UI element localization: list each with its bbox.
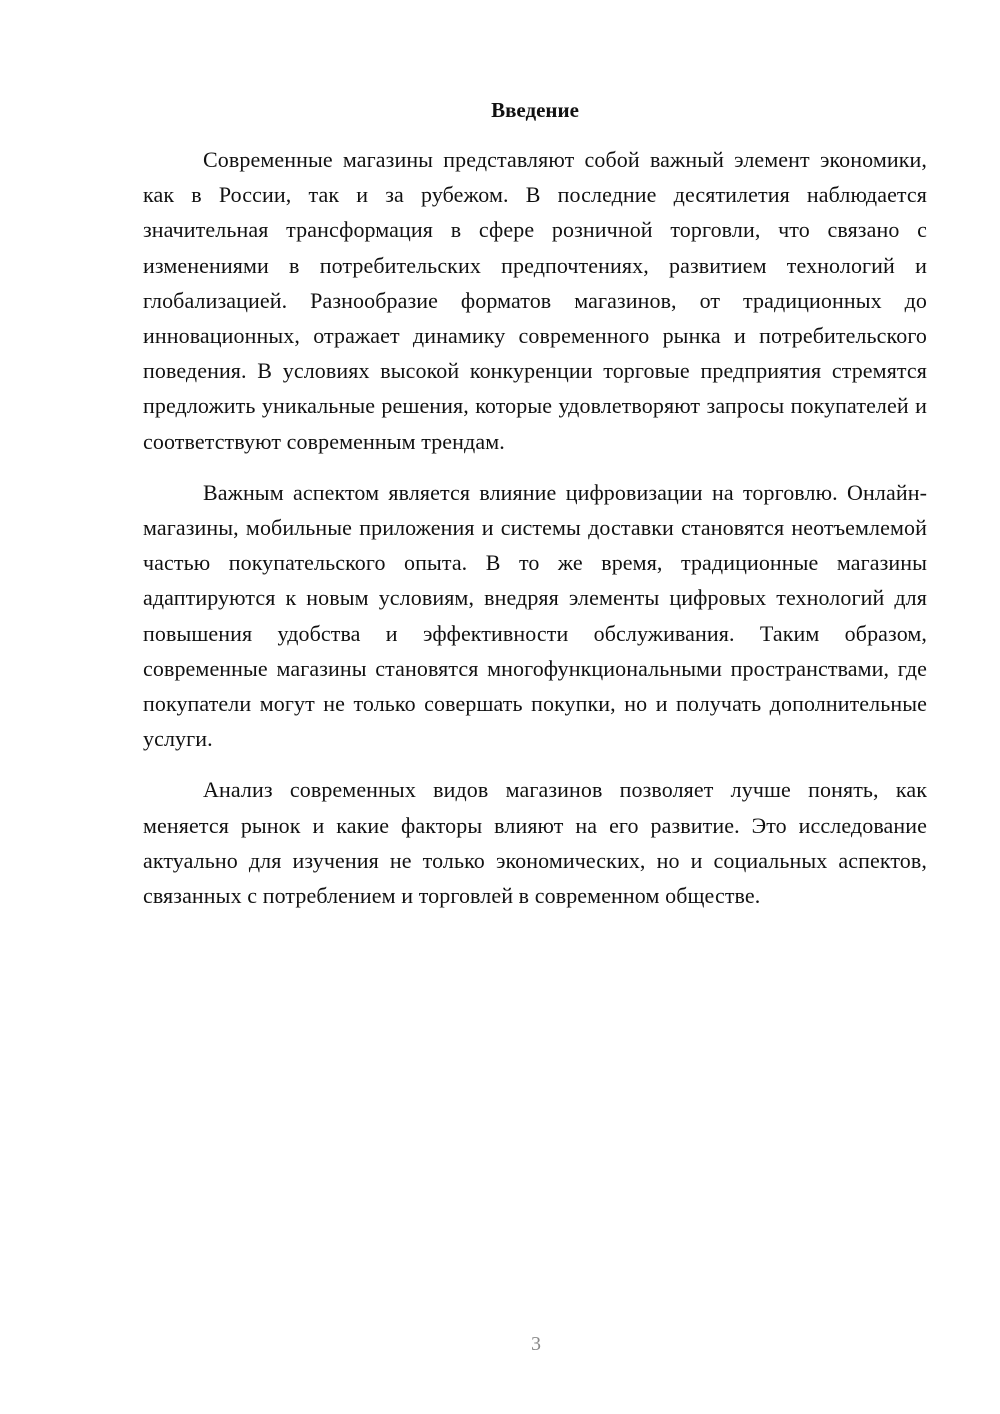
page-content (143, 93, 927, 929)
page-number: 3 (531, 1333, 541, 1355)
paragraph-1: Современные магазины представляют собой важный элемент экономики, как в России, так и за рубежом. В последние десятилетия наблюдается значительная трансформация в сфере розничной торговли, что связано с изменениями в потребительских предпочтениях, развитием технологий и глобализацией. Разнообразие форматов магазинов, от традиционных до инновационных, отражает динамику современного рынка и потребительского поведения. В условиях высокой конкуренции торговые предприятия стремятся предложить уникальные решения, которые удовлетворяют запросы покупателей и соответствуют современным трендам. (143, 147, 927, 454)
paragraph-3: Анализ современных видов магазинов позволяет лучше понять, как меняется рынок и какие факторы влияют на его развитие. Это исследование актуально для изучения не только экономических, но и социальных аспектов, связанных с потреблением и торговлей в современном обществе. (143, 777, 927, 909)
section-title: Введение (491, 98, 579, 122)
paragraph-2: Важным аспектом является влияние цифровизации на торговлю. Онлайн-магазины, мобильные приложения и системы доставки становятся неотъемлемой частью покупательского опыта. В то же время, традиционные магазины адаптируются к новым условиям, внедряя элементы цифровых технологий для повышения удобства и эффективности обслуживания. Таким образом, современные магазины становятся многофункциональными пространствами, где покупатели могут не только совершать покупки, но и получать дополнительные услуги. (143, 479, 927, 752)
